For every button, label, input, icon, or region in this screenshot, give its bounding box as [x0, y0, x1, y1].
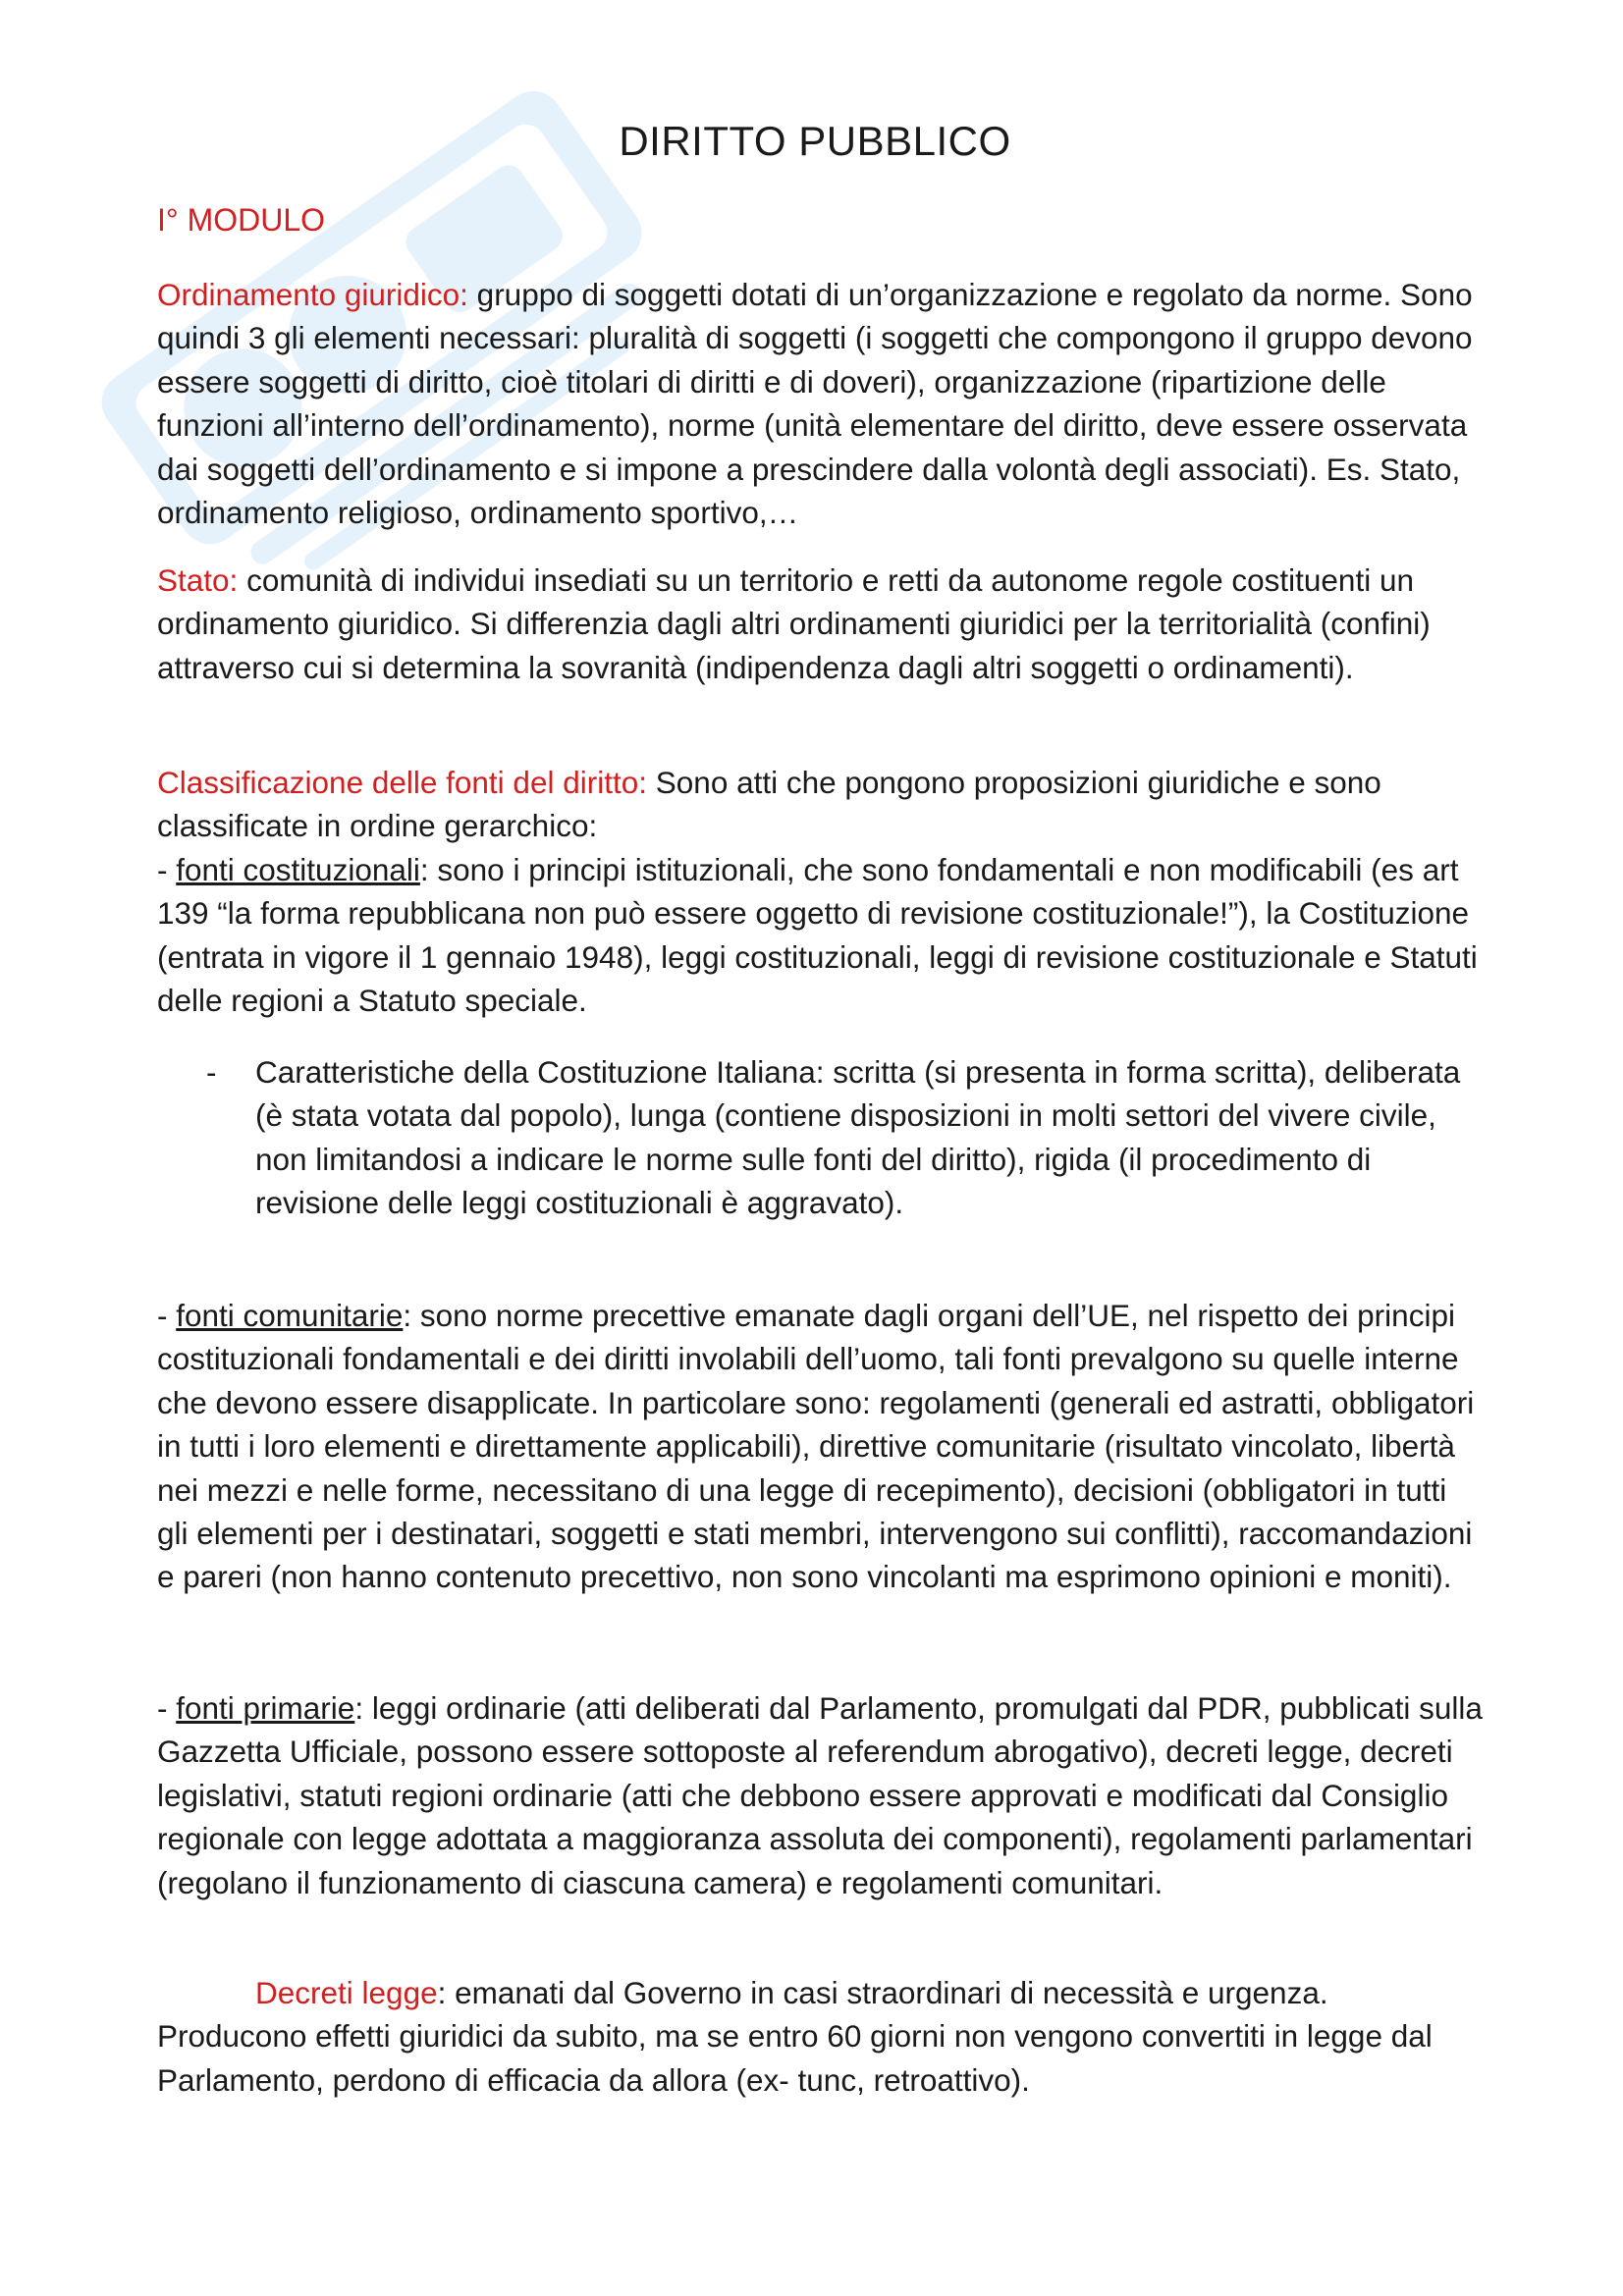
- fonti-comunitarie-prefix: -: [157, 1298, 177, 1333]
- paragraph-ordinamento: [157, 273, 1485, 534]
- fonti-costituzionali-text: : sono i principi istituzionali, che sono fondamentali e non modificabili (es art 139 “la forma repubblicana non può essere oggetto di revisione costituzionale!”), la Costituzione (entrata in vigore il 1 gennaio 1948), leggi costituzionali, leggi di revisione costituzionale e Statuti delle regioni a Statuto speciale.: [157, 851, 1478, 1019]
- term-classificazione: Classificazione delle fonti del diritto:: [157, 765, 648, 800]
- fonti-primarie-text: : leggi ordinarie (atti deliberati dal Parlamento, promulgati dal PDR, pubblicati sulla Gazzetta Ufficiale, possono essere sottoposte al referendum abrogativo), decreti legge, decreti legislativi, statuti regioni ordinarie (atti che debbono essere approvati e modificati dal Consiglio regionale con legge adottata a maggioranza assoluta dei componenti), regolamenti parlamentari (regolano il funzionamento di ciascuna camera) e regolamenti comunitari.: [157, 1690, 1483, 1900]
- paragraph-decreti-legge: [157, 1971, 1485, 2102]
- fonti-comunitarie-label: fonti comunitarie: [176, 1298, 404, 1333]
- bullet-text: Caratteristiche della Costituzione Italiana: scritta (si presenta in forma scritta), deliberata (è stata votata dal popolo), lunga (contiene disposizioni in molti settori del vivere civile, non limitandosi a indicare le norme sulle fonti del diritto), rigida (il procedimento di revisione delle leggi costituzionali è aggravato).: [255, 1054, 1461, 1221]
- fonti-costituzionali-prefix: -: [157, 851, 177, 887]
- module-heading: I° MODULO: [157, 202, 326, 238]
- paragraph-classificazione: [157, 761, 1485, 1022]
- fonti-primarie-prefix: -: [157, 1690, 177, 1726]
- fonti-comunitarie-text: : sono norme precettive emanate dagli organi dell’UE, nel rispetto dei principi costituzionali fondamentali e dei diritti involabili dell’uomo, tali fonti prevalgono su quelle interne che devono essere disapplicate. In particolare sono: regolamenti (generali ed astratti, obbligatori in tutti i loro elementi e direttamente applicabili), direttive comunitarie (risultato vincolato, libertà nei mezzi e nelle forme, necessitano di una legge di recepimento), decisioni (obbligatori in tutti gli elementi per i destinatari, soggetti e stati membri, intervengono sui conflitti), raccomandazioni e pareri (non hanno contenuto precettivo, non sono vincolanti ma esprimono opinioni e moniti).: [157, 1298, 1475, 1595]
- term-ordinamento: Ordinamento giuridico:: [157, 277, 468, 312]
- text-stato: comunità di individui insediati su un territorio e retti da autonome regole costituenti un ordinamento giuridico. Si differenzia dagli altri ordinamenti giuridici per la territorialità (confini) attraverso cui si determina la sovranità (indipendenza dagli altri soggetti o ordinamenti).: [157, 562, 1431, 685]
- paragraph-fonti-comunitarie: [157, 1294, 1485, 1599]
- term-decreti-legge: Decreti legge: [255, 1975, 438, 2010]
- bullet-dash: -: [206, 1054, 217, 1090]
- paragraph-fonti-primarie: [157, 1686, 1485, 1904]
- fonti-costituzionali-label: fonti costituzionali: [176, 851, 420, 887]
- fonti-primarie-label: fonti primarie: [176, 1690, 355, 1726]
- text-ordinamento: gruppo di soggetti dotati di un’organizzazione e regolato da norme. Sono quindi 3 gli elementi necessari: pluralità di soggetti (i soggetti che compongono il gruppo devono essere soggetti di diritto, cioè titolari di diritti e di doveri), organizzazione (ripartizione delle funzioni all’interno dell’ordinamento), norme (unità elementare del diritto, deve essere osservata dai soggetti dell’ordinamento e si impone a prescindere dalla volontà degli associati). Es. Stato, ordinamento religioso, ordinamento sportivo,…: [157, 277, 1473, 531]
- term-stato: Stato:: [157, 562, 239, 598]
- text-classificazione: Sono atti che pongono proposizioni giuridiche e sono classificate in ordine gerarchico:: [157, 765, 1381, 844]
- text-decreti-legge: : emanati dal Governo in casi straordinari di necessità e urgenza. Producono effetti giuridici da subito, ma se entro 60 giorni non vengono convertiti in legge dal Parlamento, perdono di efficacia da allora (ex- tunc, retroattivo).: [157, 1975, 1433, 2098]
- paragraph-stato: [157, 559, 1485, 689]
- page-title: DIRITTO PUBBLICO: [619, 118, 1011, 164]
